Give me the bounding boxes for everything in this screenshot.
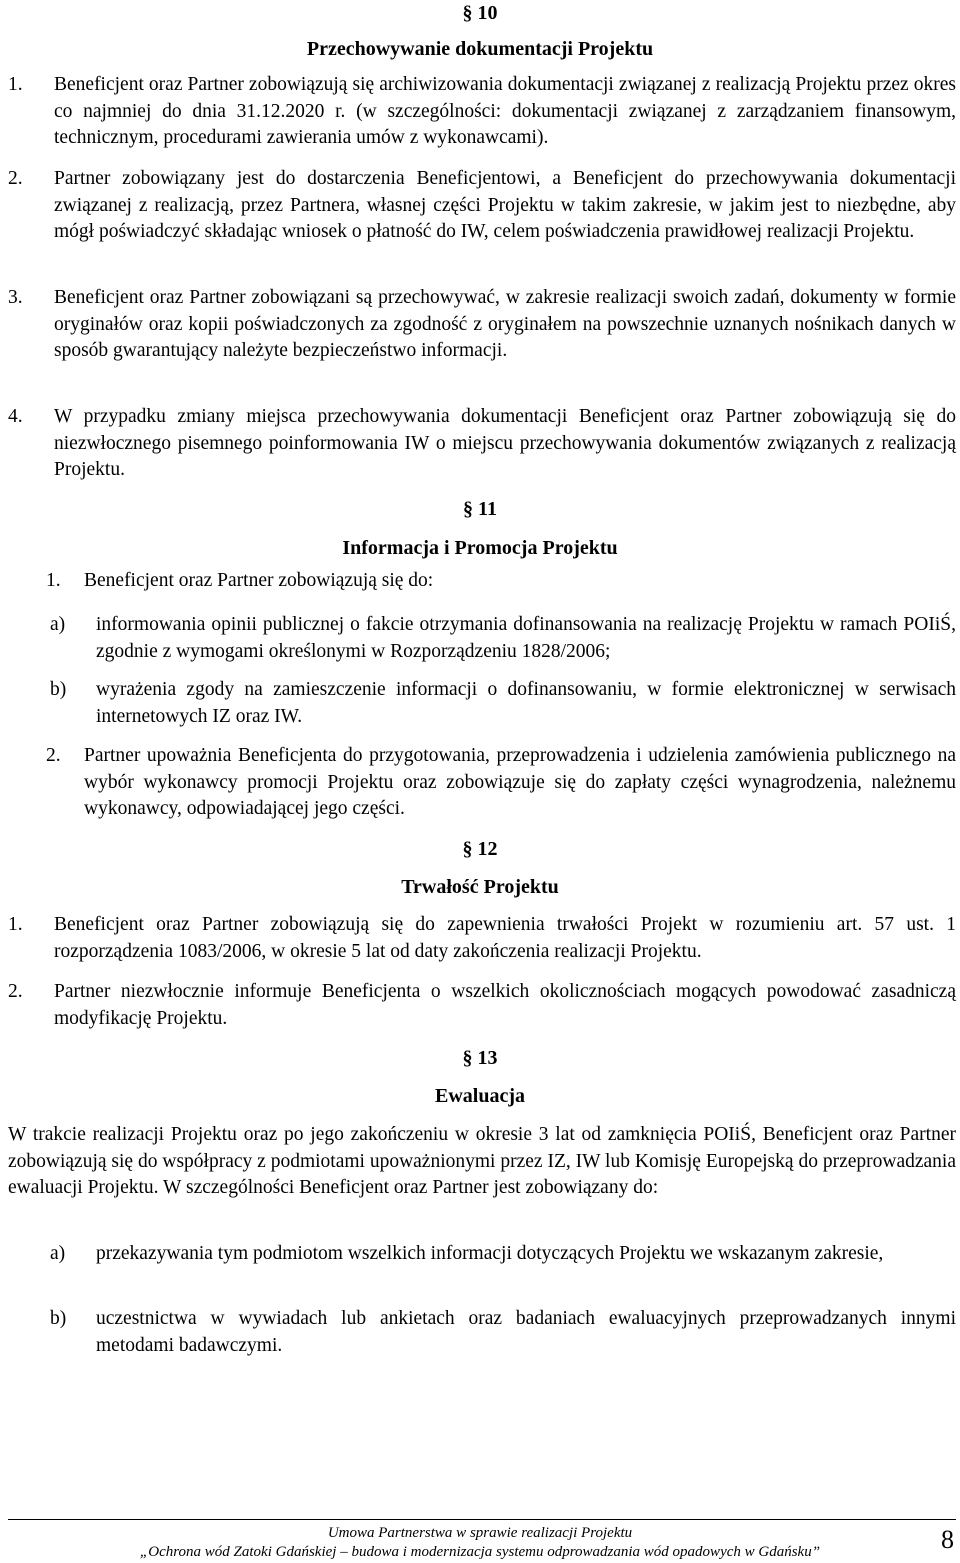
s11-sub-a-label: a) [50,614,66,635]
s13-sub-b-text: uczestnictwa w wywiadach lub ankietach oraz badaniach ewaluacyjnych przeprowadzanych innymi metodami badawczymi. [96,1308,956,1356]
s10-item-3-text: Beneficjent oraz Partner zobowiązani są przechowywać, w zakresie realizacji swoich zadań, dokumenty w formie oryginałów oraz kopii poświadczonych za zgodność z oryginałem na powszechnie uznanych nośnikach danych w sposób gwarantujący należyte bezpieczeństwo informacji. [54,287,956,361]
section-11-number: § 11 [463,498,497,520]
s11-sub-b-label: b) [50,679,67,700]
s12-item-1-text: Beneficjent oraz Partner zobowiązują się do zapewnienia trwałości Projekt w rozumieniu art. 57 ust. 1 rozporządzenia 1083/2006, w okresie 5 lat od daty zakończenia realizacji Projektu. [54,914,956,962]
section-10-number: § 10 [462,2,498,24]
s12-item-2-number: 2. [8,981,23,1002]
footer-title: Umowa Partnerstwa w sprawie realizacji Projektu [327,1525,633,1541]
s11-item-2-number: 2. [46,745,61,766]
section-12-title: Trwałość Projektu [401,876,559,898]
s13-sub-a-text: przekazywania tym podmiotom wszelkich informacji dotyczących Projektu we wskazanym zakresie, [96,1243,884,1264]
s11-item-1-number: 1. [46,570,61,591]
s13-sub-a-label: a) [50,1243,66,1264]
s10-item-4-number: 4. [8,406,23,427]
footer-rule [8,1519,956,1520]
s11-item-1-text: Beneficjent oraz Partner zobowiązują się do: [84,570,434,591]
s11-item-2-text: Partner upoważnia Beneficjenta do przygotowania, przeprowadzenia i udzielenia zamówienia publicznego na wybór wykonawcy promocji Projektu oraz zobowiązuje się do zapłaty części wynagrodzenia, należnemu wykonawcy, odpowiadającej jego części. [84,745,956,819]
s12-item-1-number: 1. [8,914,23,935]
s10-item-2-number: 2. [8,168,23,189]
section-10-title: Przechowywanie dokumentacji Projektu [306,38,654,60]
s10-item-3-number: 3. [8,287,23,308]
section-13-title: Ewaluacja [435,1085,525,1107]
s11-sub-a-text: informowania opinii publicznej o fakcie otrzymania dofinansowania na realizację Projektu w ramach POIiŚ, zgodnie z wymogami określonymi w Rozporządzeniu 1828/2006; [96,614,956,662]
s13-intro-text: W trakcie realizacji Projektu oraz po jego zakończeniu w okresie 3 lat od zamknięcia POIiŚ, Beneficjent oraz Partner zobowiązują się do współpracy z podmiotami upoważnionymi przez IZ, IW lub Komisję Europejską do przeprowadzania ewaluacji Projektu. W szczególności Beneficjent oraz Partner jest zobowiązany do: [8,1124,956,1198]
s11-sub-b-text: wyrażenia zgody na zamieszczenie informacji o dofinansowaniu, w formie elektronicznej w serwisach internetowych IZ oraz IW. [96,679,956,727]
s10-item-2-text: Partner zobowiązany jest do dostarczenia Beneficjentowi, a Beneficjent do przechowywania dokumentacji związanej z realizacją, przez Partnera, własnej części Projektu w takim zakresie, w jakim jest to niezbędne, aby mógł poświadczyć składając wniosek o płatność do IW, celem poświadczenia prawidłowej realizacji Projektu. [54,168,956,242]
s10-item-1-number: 1. [8,74,23,95]
section-12-number: § 12 [462,838,498,860]
s10-item-1-text: Beneficjent oraz Partner zobowiązują się archiwizowania dokumentacji związanej z realizacją Projektu przez okres co najmniej do dnia 31.12.2020 r. (w szczególności: dokumentacji związanej z zarządzaniem finansowym, technicznym, procedurami zawierania umów z wykonawcami). [54,74,956,148]
s12-item-2-text: Partner niezwłocznie informuje Beneficjenta o wszelkich okolicznościach mogących powodować zasadniczą modyfikację Projektu. [54,981,956,1029]
page-number: 8 [941,1525,954,1554]
s13-sub-b-label: b) [50,1308,67,1329]
s10-item-4-text: W przypadku zmiany miejsca przechowywania dokumentacji Beneficjent oraz Partner zobowiązują się do niezwłocznego pisemnego poinformowania IW o miejscu przechowywania dokumentów związanych z realizacją Projektu. [54,406,956,480]
footer-project-name: „Ochrona wód Zatoki Gdańskiej – budowa i modernizacja systemu odprowadzania wód opadowych w Gdańsku” [139,1544,821,1560]
section-11-title: Informacja i Promocja Projektu [342,537,618,559]
section-13-number: § 13 [462,1047,498,1069]
